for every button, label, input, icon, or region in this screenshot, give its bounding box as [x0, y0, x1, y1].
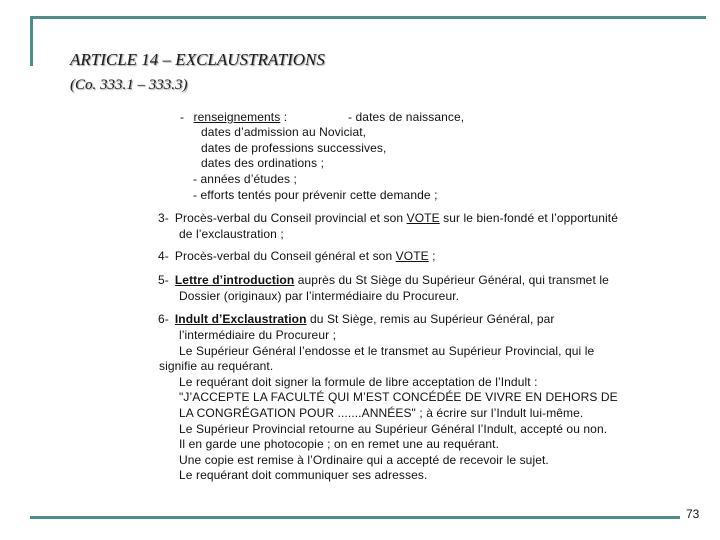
list-bullet: - — [180, 110, 185, 124]
list-item-renseignements: - renseignements : — [180, 110, 288, 124]
frame-left-rule — [30, 16, 33, 66]
list-line: - années d’études ; — [193, 172, 297, 186]
list-line: Dossier (originaux) par l’intermédiaire du Procureur. — [179, 289, 460, 303]
frame-top-rule — [30, 16, 706, 19]
list-line: Le Supérieur Général l’endosse et le transmet au Supérieur Provincial, qui le — [179, 344, 595, 358]
list-line: Une copie est remise à l’Ordinaire qui a accepté de recevoir le sujet. — [179, 453, 549, 467]
vote-emphasis: VOTE — [395, 249, 429, 263]
list-line: dates des ordinations ; — [201, 156, 325, 170]
list-item-5: 5- Lettre d’introduction auprès du St Siège du Supérieur Général, qui transmet le — [158, 273, 609, 287]
item-number: 3- — [158, 211, 169, 225]
item-number: 5- — [158, 273, 169, 287]
list-line: Le requérant doit communiquer ses adresses. — [179, 468, 428, 482]
list-item-4: 4- Procès-verbal du Conseil général et son VOTE ; — [158, 249, 436, 263]
list-line: Il en garde une photocopie ; on en remet une au requérant. — [179, 437, 500, 451]
list-line: de l’exclaustration ; — [179, 227, 284, 241]
list-item-6: 6- Indult d’Exclaustration du St Siège, remis au Supérieur Général, par — [158, 312, 555, 326]
page-subtitle: (Co. 333.1 – 333.3) — [70, 77, 188, 93]
item-label: Indult d’Exclaustration — [174, 312, 307, 326]
list-line: dates d’admission au Noviciat, — [201, 125, 367, 139]
list-line: Le Supérieur Provincial retourne au Supérieur Général l’Indult, accepté ou non. — [179, 422, 608, 436]
list-line: dates de professions successives, — [201, 141, 387, 155]
list-line: signifie au requérant. — [159, 359, 274, 373]
item-label: renseignements — [193, 110, 281, 124]
list-line: - efforts tentés pour prévenir cette demande ; — [193, 188, 438, 202]
list-line: - dates de naissance, — [348, 110, 465, 124]
item-label: Lettre d’introduction — [174, 273, 295, 287]
page-title: ARTICLE 14 – EXCLAUSTRATIONS — [70, 50, 325, 69]
item-number: 4- — [158, 249, 169, 263]
frame-bottom-rule — [30, 516, 680, 519]
list-line: LA CONGRÉGATION POUR .......ANNÉES" ; à écrire sur l’Indult lui-même. — [179, 406, 584, 420]
list-line: Le requérant doit signer la formule de libre acceptation de l’Indult : — [179, 375, 538, 389]
list-line: l’intermédiaire du Procureur ; — [179, 328, 337, 342]
list-item-3: 3- Procès-verbal du Conseil provincial et son VOTE sur le bien-fondé et l’opportunité — [158, 211, 618, 225]
item-number: 6- — [158, 312, 169, 326]
list-line: "J’ACCEPTE LA FACULTÉ QUI M’EST CONCÉDÉE DE VIVRE EN DEHORS DE — [179, 390, 618, 404]
vote-emphasis: VOTE — [406, 211, 440, 225]
page-number: 73 — [686, 507, 700, 521]
